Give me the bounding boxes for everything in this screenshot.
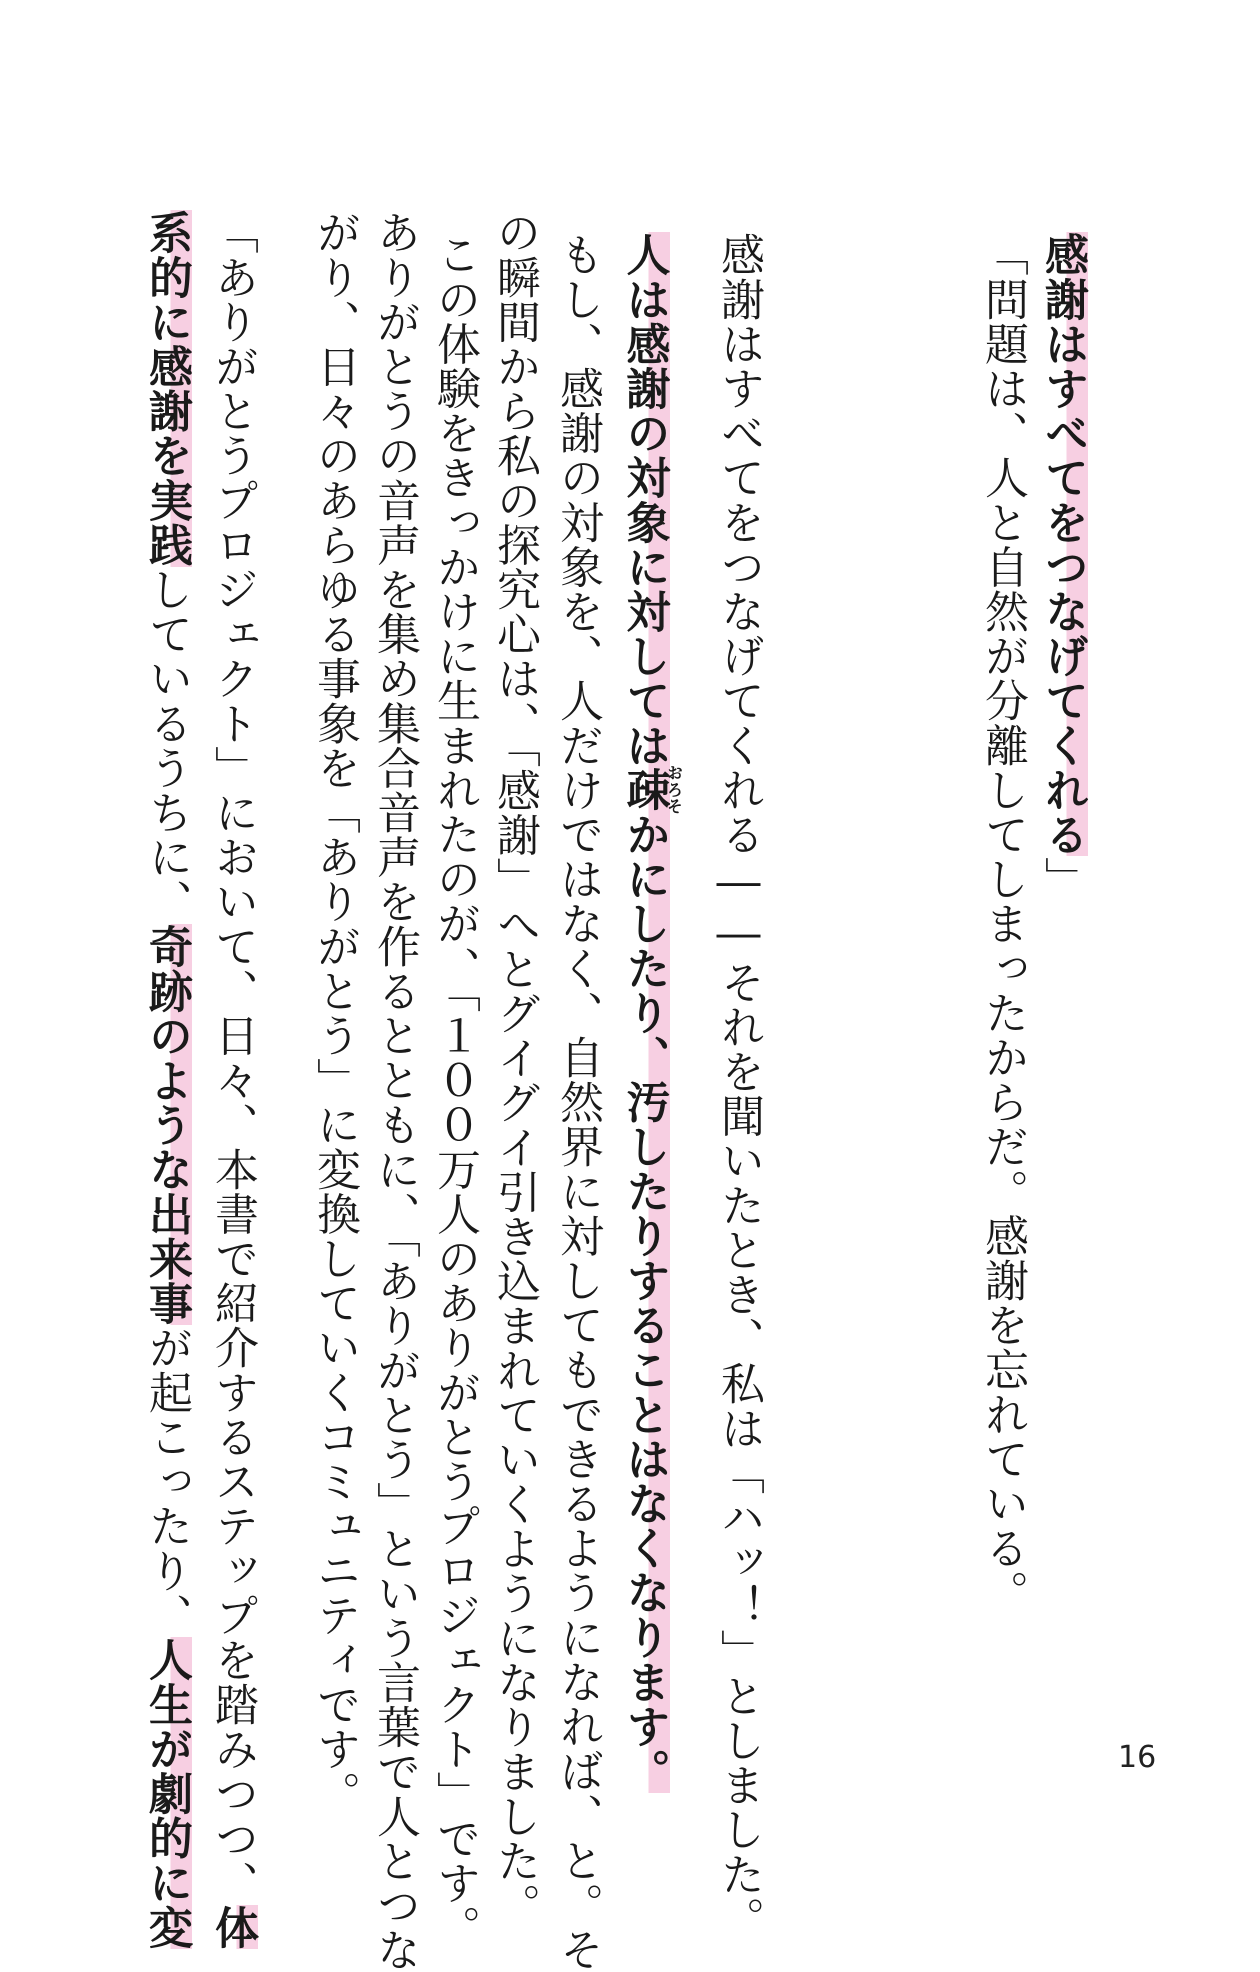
text-segment: 」 — [1037, 856, 1088, 902]
highlighted-text: 系的に感謝を実践 — [141, 210, 192, 567]
highlighted-text: 人生が劇的に変 — [141, 1637, 192, 1950]
highlighted-text: 人は感謝の対象に対しては疎おろそかにしたり、汚したりすることはなくなります。 — [618, 232, 684, 1794]
text-segment: もし、感謝の対象を、人だけではなく、自然界に対してもできるようになれば、と。そ — [552, 232, 603, 1972]
highlighted-text: 体 — [207, 1904, 258, 1950]
text-segment: しているうちに、 — [141, 566, 192, 924]
text-segment: 「問題は、人と自然が分離してしまったからだ。感謝を忘れている。 — [977, 232, 1028, 1615]
page-number: 16 — [1118, 1740, 1157, 1775]
text-column-8 — [366, 210, 422, 1972]
text-segment: 「ありがとうプロジェクト」において、日々、本書で紹介するステップを踏みつつ、 — [207, 210, 258, 1905]
text-column-10 — [204, 210, 260, 1949]
text-column-3 — [710, 232, 766, 1941]
highlighted-text: 感謝はすべてをつなげてくれる — [1037, 232, 1088, 857]
text-segment: 感謝はすべてをつなげてくれる――それを聞いたとき、私は「ハッ！」としました。 — [713, 232, 764, 1941]
ruby-annotation: 疎おろそ — [618, 764, 684, 815]
text-column-1 — [974, 232, 1030, 1615]
text-column-11 — [138, 210, 194, 1949]
text-column-6 — [486, 210, 542, 1927]
text-column-9 — [306, 210, 362, 1816]
text-column-2 — [1034, 232, 1090, 901]
text-segment: が起こったり、 — [141, 1325, 192, 1638]
text-segment: の瞬間から私の探究心は、「感謝」へとグイグイ引き込まれていくようになりました。 — [489, 210, 540, 1928]
text-column-4 — [616, 232, 683, 1793]
text-segment: この体験をきっかけに生まれたのが、「１００万人のありがとうプロジェクト」です。 — [429, 232, 480, 1950]
text-segment: ありがとうの音声を集め集合音声を作るとともに、「ありがとう」という言葉で人とつな — [369, 210, 420, 1972]
highlighted-text: 奇跡のような出来事 — [141, 923, 192, 1326]
text-segment: がり、日々のあらゆる事象を「ありがとう」に変換していくコミュニティです。 — [309, 210, 360, 1816]
text-column-5 — [549, 232, 605, 1971]
text-column-7 — [426, 232, 482, 1949]
